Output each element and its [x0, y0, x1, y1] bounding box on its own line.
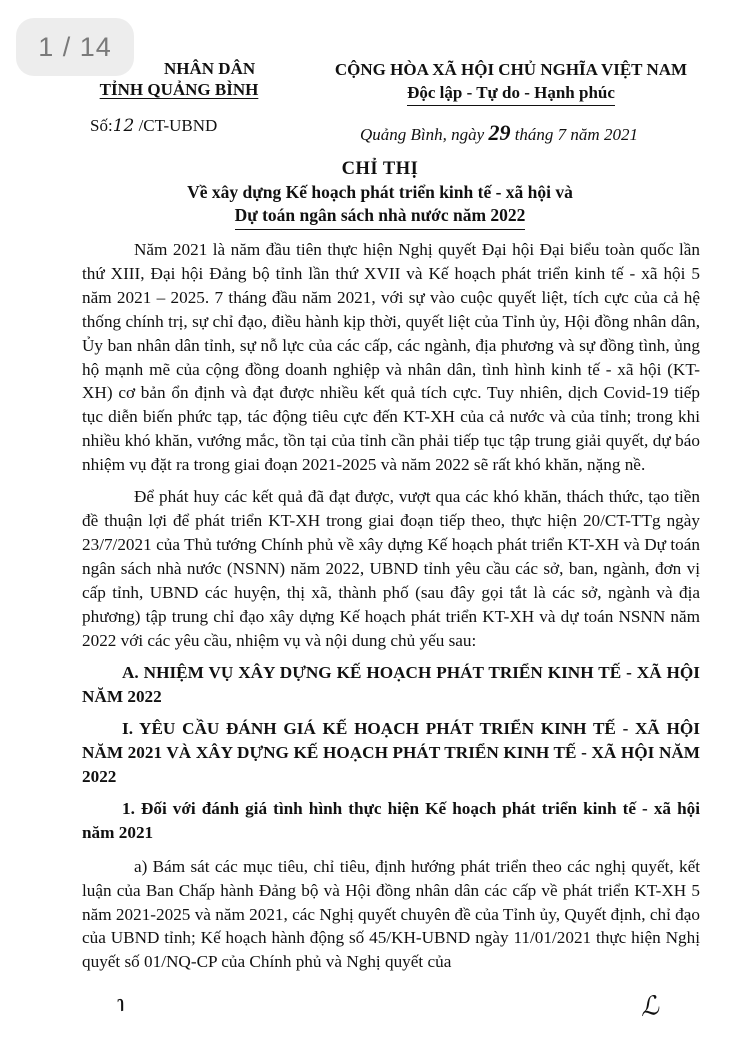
document-number	[90, 116, 217, 136]
document-title	[120, 158, 640, 230]
document-body	[82, 238, 700, 974]
paragraph-intro: Năm 2021 là năm đầu tiên thực hiện Nghị quyết Đại hội Đại biểu toàn quốc lần thứ XIII, Đại hội Đảng bộ tỉnh lần thứ XVII và Kế hoạch phát triển kinh tế - xã hội 5 năm 2021 – 2025. 7 tháng đầu năm 2021, với sự vào cuộc quyết liệt, tích cực của cả hệ thống chính trị, sự chỉ đạo, điều hành kịp thời, quyết liệt của Tỉnh ủy, Hội đồng nhân dân, Ủy ban nhân dân tỉnh, sự nỗ lực của các cấp, các ngành, địa phương và sự đồng tình, ủng hộ mạnh mẽ của cộng đồng doanh nghiệp và nhân dân, tình hình kinh tế - xã hội (KT-XH) cơ bản ổn định và đạt được nhiều kết quả tích cực. Tuy nhiên, dịch Covid-19 tiếp tục diễn biến phức tạp, tác động tiêu cực đến KT-XH của cả nước và của tỉnh; trong khi nhiều khó khăn, vướng mắc, tồn tại của tỉnh cần phải tiếp tục tập trung giải quyết, dự báo nhiệm vụ đặt ra trong giai đoạn 2021-2025 và năm 2022 sẽ rất khó khăn, nặng nề.	[82, 240, 700, 475]
section-heading-a: A. NHIỆM VỤ XÂY DỰNG KẾ HOẠCH PHÁT TRIỂN KINH TẾ - XÃ HỘI NĂM 2022	[82, 663, 700, 707]
paragraph-a: a) Bám sát các mục tiêu, chỉ tiêu, định hướng phát triển theo các nghị quyết, kết luận của Ban Chấp hành Đảng bộ và Hội đồng nhân dân các cấp về phát triển KT-XH 5 năm 2021-2025 và năm 2021, các Nghị quyết chuyên đề của Tỉnh ủy, Quyết định, chỉ đạo của UBND tỉnh; Kế hoạch hành động số 45/KH-UBND ngày 11/01/2021 thực hiện Nghị quyết số 01/NQ-CP của Chính phủ và Nghị quyết của	[82, 856, 700, 972]
initials-mark-left: ɿ	[113, 987, 128, 1018]
place-date	[360, 120, 690, 146]
document-number-suffix: /CT-UBND	[134, 116, 218, 135]
document-number-value: 12	[112, 116, 135, 136]
date-suffix: tháng 7 năm 2021	[510, 125, 638, 144]
agency-line-2: TỈNH QUẢNG BÌNH	[99, 80, 259, 99]
national-motto: Độc lập - Tự do - Hạnh phúc	[407, 81, 615, 106]
initials-mark-right: ℒ	[638, 990, 661, 1023]
title-line-1: Về xây dựng Kế hoạch phát triển kinh tế - xã hội và	[187, 182, 573, 202]
page-counter: 1 / 14	[16, 18, 134, 76]
paragraph-directive: Để phát huy các kết quả đã đạt được, vượt qua các khó khăn, thách thức, tạo tiền đề thuận lợi để phát triển KT-XH trong giai đoạn tiếp theo, thực hiện 20/CT-TTg ngày 23/7/2021 của Thủ tướng Chính phủ về xây dựng Kế hoạch phát triển KT-XH và Dự toán ngân sách nhà nước (NSNN) năm 2022, UBND tỉnh yêu cầu các sở, ban, ngành, đơn vị cấp tỉnh, UBND các huyện, thị xã, thành phố (sau đây gọi tắt là các sở, ngành và địa phương) tập trung chỉ đạo xây dựng Kế hoạch phát triển KT-XH và dự toán NSNN năm 2022 với các yêu cầu, nhiệm vụ và nội dung chủ yếu sau:	[82, 487, 700, 650]
title-line-2: Dự toán ngân sách nhà nước năm 2022	[235, 204, 526, 230]
document-number-prefix: Số:	[90, 116, 113, 135]
section-heading-i: I. YÊU CẦU ĐÁNH GIÁ KẾ HOẠCH PHÁT TRIỂN KINH TẾ - XÃ HỘI NĂM 2021 VÀ XÂY DỰNG KẾ HOẠCH PHÁT TRIỂN KINH TẾ - XÃ HỘI NĂM 2022	[82, 719, 700, 787]
document-type: CHỈ THỊ	[341, 159, 419, 179]
agency-line-1: NHÂN DÂN	[164, 59, 256, 78]
republic-name: CỘNG HÒA XÃ HỘI CHỦ NGHĨA VIỆT NAM	[334, 60, 688, 79]
date-prefix: Quảng Bình, ngày	[360, 125, 489, 144]
national-title	[318, 58, 704, 106]
date-day: 29	[488, 120, 511, 145]
section-heading-1: 1. Đối với đánh giá tình hình thực hiện Kế hoạch phát triển kinh tế - xã hội năm 2021	[82, 798, 700, 842]
